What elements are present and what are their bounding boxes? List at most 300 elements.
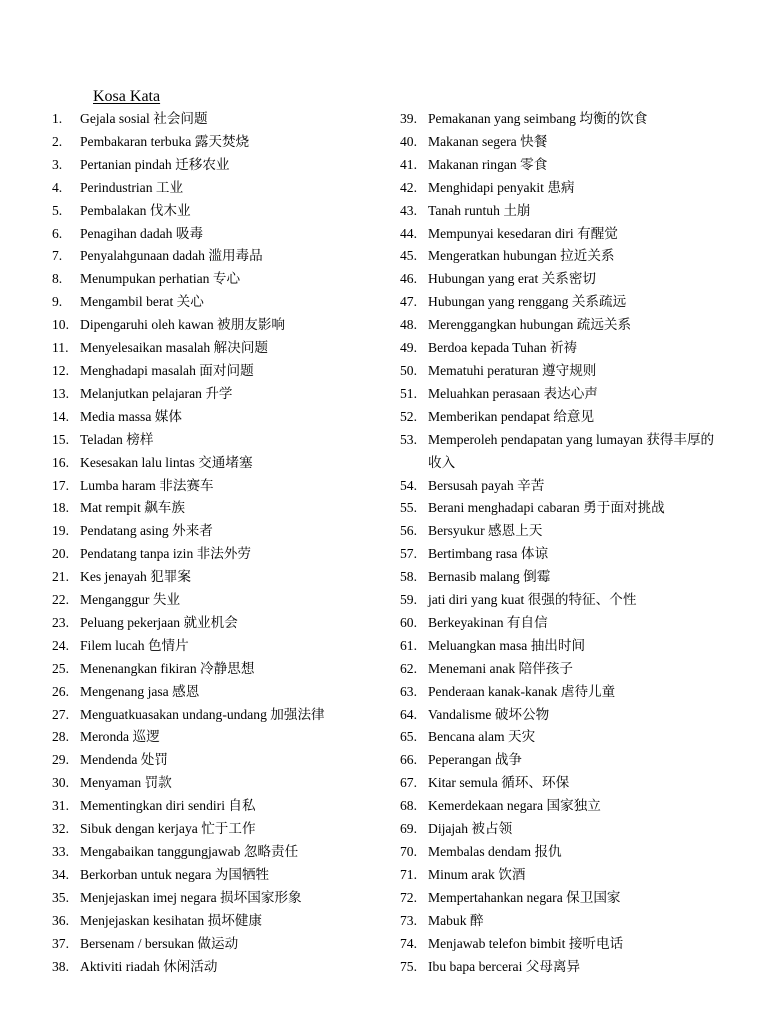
chinese-translation: 非法赛车 [159, 477, 214, 494]
chinese-translation: 表达心声 [543, 385, 598, 402]
item-text [428, 429, 724, 475]
malay-term: Membalas dendam [428, 844, 532, 859]
chinese-translation: 解决问题 [213, 340, 269, 357]
chinese-translation: 加强法律 [270, 706, 325, 723]
chinese-translation: 升学 [205, 385, 233, 402]
vocabulary-item [400, 154, 730, 177]
item-number: 56. [400, 523, 417, 539]
chinese-translation: 有自信 [506, 614, 548, 631]
item-number: 71. [400, 866, 417, 882]
vocabulary-item [400, 635, 730, 658]
item-text [80, 589, 380, 612]
malay-term: Menjawab telefon bimbit [428, 935, 566, 951]
malay-term: Menganggur [80, 592, 150, 608]
chinese-translation: 患病 [547, 179, 575, 196]
item-text [428, 749, 724, 772]
item-text [80, 933, 380, 956]
chinese-translation: 失业 [152, 592, 181, 609]
item-text [80, 268, 380, 291]
item-number: 51. [400, 385, 417, 401]
malay-term: Peluang pekerjaan [80, 614, 181, 630]
item-number: 9. [52, 294, 63, 310]
malay-term: Kesesakan lalu lintas [80, 454, 195, 470]
malay-term: Makanan ringan [428, 156, 517, 172]
item-number: 66. [400, 752, 417, 768]
item-text [428, 818, 724, 841]
malay-term: Kitar semula [428, 775, 498, 791]
chinese-translation: 交通堵塞 [198, 454, 253, 471]
vocabulary-item [52, 383, 392, 406]
vocabulary-item [52, 475, 392, 498]
item-number: 74. [400, 935, 417, 951]
item-text [80, 749, 380, 772]
malay-term: Mengeratkan hubungan [428, 248, 557, 264]
vocabulary-item [52, 520, 392, 543]
vocabulary-item [52, 589, 392, 612]
chinese-translation: 损坏国家形象 [220, 889, 302, 906]
malay-term: Melanjutkan pelajaran [80, 385, 202, 401]
item-text [428, 887, 724, 910]
item-text [428, 864, 724, 887]
item-number: 19. [52, 523, 69, 539]
item-text [80, 681, 380, 704]
item-number: 58. [400, 569, 417, 585]
chinese-translation: 罚款 [144, 775, 172, 792]
chinese-translation: 被占领 [471, 821, 513, 838]
vocabulary-item [400, 726, 730, 749]
item-text [428, 268, 724, 291]
chinese-translation: 冷静思想 [200, 660, 255, 677]
vocabulary-item [52, 612, 392, 635]
chinese-translation: 滥用毒品 [208, 248, 263, 265]
item-text [80, 841, 380, 864]
item-number: 42. [400, 179, 417, 195]
item-number: 70. [400, 844, 417, 859]
item-number: 11. [52, 340, 69, 356]
vocabulary-item [52, 749, 392, 772]
item-text [428, 360, 724, 383]
chinese-translation: 巡逻 [132, 729, 160, 746]
item-text [80, 956, 380, 979]
item-text [428, 933, 724, 956]
malay-term: Aktiviti riadah [80, 958, 160, 974]
malay-term: Mematuhi peraturan [428, 362, 539, 378]
item-number: 14. [52, 408, 69, 424]
item-text [80, 795, 380, 818]
item-text [80, 772, 380, 795]
vocabulary-item [52, 200, 392, 223]
vocabulary-item [52, 245, 392, 268]
item-number: 64. [400, 706, 417, 722]
vocabulary-item [52, 681, 392, 704]
vocabulary-item [52, 314, 392, 337]
chinese-translation: 陪伴孩子 [518, 660, 573, 677]
vocabulary-item [400, 795, 730, 818]
chinese-translation: 给意见 [553, 408, 595, 425]
item-number: 7. [52, 248, 63, 264]
item-number: 37. [52, 935, 69, 951]
malay-term: Bersenam / bersukan [80, 935, 195, 951]
malay-term: Menguatkuasakan undang-undang [80, 706, 267, 722]
chinese-translation: 很强的特征、个性 [527, 592, 637, 609]
item-text [428, 910, 724, 933]
chinese-translation: 破坏公物 [494, 706, 550, 723]
vocabulary-item [52, 337, 392, 360]
vocabulary-item [52, 864, 392, 887]
chinese-translation: 循环、环保 [501, 775, 570, 792]
item-text [428, 223, 724, 246]
chinese-translation: 虐待儿童 [560, 683, 616, 700]
item-text [80, 566, 380, 589]
vocabulary-item [52, 177, 392, 200]
malay-term: Penyalahgunaan dadah [80, 248, 205, 264]
item-number: 35. [52, 889, 69, 905]
item-number: 45. [400, 248, 417, 264]
malay-term: Berani menghadapi cabaran [428, 500, 580, 516]
item-text [428, 314, 724, 337]
vocabulary-item [52, 360, 392, 383]
page-title: Kosa Kata [93, 88, 161, 105]
malay-term: Vandalisme [428, 706, 492, 722]
item-number: 68. [400, 798, 417, 814]
vocabulary-item [400, 291, 730, 314]
item-number: 65. [400, 729, 417, 745]
malay-term: Mendenda [80, 752, 138, 768]
malay-term: Makanan segera [428, 133, 517, 149]
vocabulary-item [400, 223, 730, 246]
item-number: 72. [400, 889, 417, 905]
malay-term: Berdoa kepada Tuhan [428, 340, 547, 356]
vocabulary-list-left [52, 108, 392, 978]
vocabulary-item [52, 887, 392, 910]
item-text [80, 337, 380, 360]
item-text [80, 497, 380, 520]
malay-term: Perindustrian [80, 179, 153, 195]
vocabulary-item [52, 268, 392, 291]
vocabulary-item [400, 543, 730, 566]
item-number: 75. [400, 958, 417, 974]
item-text [428, 520, 724, 543]
vocabulary-item [52, 841, 392, 864]
item-text [80, 520, 380, 543]
chinese-translation: 被朋友影响 [217, 317, 286, 334]
item-number: 54. [400, 477, 417, 493]
malay-term: Menjejaskan imej negara [80, 889, 217, 905]
vocabulary-item [52, 933, 392, 956]
chinese-translation: 专心 [212, 271, 241, 288]
vocabulary-item [400, 818, 730, 841]
item-text [428, 795, 724, 818]
chinese-translation: 媒体 [154, 408, 182, 425]
chinese-translation: 战争 [494, 752, 523, 769]
chinese-translation: 获得丰厚的收入 [428, 431, 715, 471]
vocabulary-item [400, 956, 730, 979]
item-text [80, 818, 380, 841]
malay-term: Memberikan pendapat [428, 408, 550, 424]
chinese-translation: 迁移农业 [175, 156, 230, 173]
malay-term: Ibu bapa bercerai [428, 958, 523, 974]
malay-term: Hubungan yang renggang [428, 294, 569, 310]
item-text [80, 864, 380, 887]
vocabulary-item [52, 406, 392, 429]
chinese-translation: 倒霉 [523, 569, 551, 586]
item-text [428, 337, 724, 360]
vocabulary-item [52, 704, 392, 727]
vocabulary-item [400, 383, 730, 406]
vocabulary-item [400, 910, 730, 933]
malay-term: Lumba haram [80, 477, 156, 493]
item-number: 48. [400, 317, 417, 333]
vocabulary-item [400, 131, 730, 154]
item-number: 24. [52, 637, 69, 653]
chinese-translation: 伐木业 [149, 202, 191, 219]
item-text [428, 245, 724, 268]
chinese-translation: 工业 [155, 179, 184, 196]
chinese-translation: 抽出时间 [530, 637, 586, 654]
malay-term: Gejala sosial [80, 111, 150, 126]
item-number: 6. [52, 225, 63, 241]
item-text [428, 200, 724, 223]
malay-term: Penagihan dadah [80, 225, 173, 241]
chinese-translation: 外来者 [172, 523, 213, 540]
item-number: 36. [52, 912, 69, 928]
vocabulary-item [52, 154, 392, 177]
item-number: 4. [52, 179, 63, 195]
item-number: 60. [400, 614, 417, 630]
item-number: 32. [52, 821, 69, 837]
item-text [428, 589, 724, 612]
item-text [80, 383, 380, 406]
malay-term: Mabuk [428, 912, 467, 928]
item-number: 29. [52, 752, 69, 768]
item-text [80, 543, 380, 566]
item-number: 41. [400, 156, 417, 172]
chinese-translation: 土崩 [503, 202, 531, 219]
vocabulary-item [52, 910, 392, 933]
item-number: 69. [400, 821, 417, 837]
chinese-translation: 辛苦 [517, 477, 545, 494]
malay-term: Mempertahankan negara [428, 889, 563, 905]
chinese-translation: 吸毒 [175, 225, 204, 242]
item-text [428, 291, 724, 314]
chinese-translation: 零食 [520, 156, 548, 173]
item-number: 3. [52, 156, 63, 172]
item-text [80, 314, 380, 337]
malay-term: Memperoleh pendapatan yang lumayan [428, 431, 643, 447]
vocabulary-item [52, 131, 392, 154]
vocabulary-item [400, 429, 730, 475]
malay-term: Bertimbang rasa [428, 546, 518, 562]
item-text [428, 108, 724, 131]
vocabulary-item [400, 681, 730, 704]
item-text [428, 841, 724, 864]
vocabulary-item [400, 658, 730, 681]
malay-term: Mengenang jasa [80, 683, 169, 699]
item-text [428, 383, 724, 406]
item-text [428, 475, 724, 498]
chinese-translation: 面对问题 [199, 362, 254, 379]
chinese-translation: 快餐 [520, 133, 548, 150]
vocabulary-item [52, 956, 392, 979]
vocabulary-item [400, 108, 730, 131]
chinese-translation: 关系疏远 [571, 294, 627, 311]
vocabulary-item [400, 497, 730, 520]
item-number: 38. [52, 958, 69, 974]
malay-term: Bersyukur [428, 523, 485, 539]
item-number: 53. [400, 431, 417, 447]
malay-term: Dijajah [428, 821, 469, 837]
vocabulary-item [52, 291, 392, 314]
malay-term: Menumpukan perhatian [80, 271, 210, 287]
malay-term: Menemani anak [428, 660, 516, 676]
malay-term: Bencana alam [428, 729, 505, 745]
item-text [80, 612, 380, 635]
item-text [80, 406, 380, 429]
chinese-translation: 感恩 [172, 683, 200, 700]
vocabulary-item [400, 200, 730, 223]
item-number: 21. [52, 569, 69, 585]
item-number: 43. [400, 202, 417, 218]
chinese-translation: 处罚 [140, 752, 168, 769]
chinese-translation: 飙车族 [144, 500, 185, 517]
malay-term: Meluangkan masa [428, 637, 528, 653]
item-text [428, 177, 724, 200]
item-text [428, 566, 724, 589]
vocabulary-item [400, 864, 730, 887]
item-number: 10. [52, 317, 69, 333]
chinese-translation: 报仇 [534, 844, 562, 860]
item-number: 16. [52, 454, 69, 470]
vocabulary-item [400, 841, 730, 864]
item-text [80, 726, 380, 749]
malay-term: Menyelesaikan masalah [80, 340, 211, 356]
chinese-translation: 自私 [228, 798, 256, 815]
malay-term: Pendatang tanpa izin [80, 546, 194, 562]
chinese-translation: 遵守规则 [542, 362, 597, 379]
item-number: 15. [52, 431, 69, 447]
malay-term: Mementingkan diri sendiri [80, 798, 225, 814]
item-text [80, 452, 380, 475]
vocabulary-item [52, 818, 392, 841]
vocabulary-list-right [400, 108, 730, 978]
malay-term: Tanah runtuh [428, 202, 500, 218]
item-text [428, 497, 724, 520]
malay-term: Peperangan [428, 752, 492, 768]
malay-term: Hubungan yang erat [428, 271, 539, 287]
item-number: 49. [400, 340, 417, 356]
chinese-translation: 做运动 [197, 935, 239, 952]
vocabulary-item [400, 360, 730, 383]
item-number: 59. [400, 592, 417, 608]
item-number: 52. [400, 408, 417, 424]
item-number: 5. [52, 202, 63, 218]
vocabulary-item [400, 406, 730, 429]
item-number: 23. [52, 614, 69, 630]
item-text [428, 154, 724, 177]
malay-term: Mat rempit [80, 500, 141, 516]
chinese-translation: 体谅 [520, 546, 549, 563]
item-number: 12. [52, 362, 69, 378]
item-number: 20. [52, 546, 69, 562]
item-number: 18. [52, 500, 69, 516]
malay-term: Sibuk dengan kerjaya [80, 821, 198, 837]
item-number: 1. [52, 111, 63, 126]
vocabulary-item [52, 566, 392, 589]
chinese-translation: 感恩上天 [488, 523, 543, 540]
chinese-translation: 榜样 [126, 431, 154, 448]
vocabulary-item [52, 658, 392, 681]
malay-term: Pertanian pindah [80, 156, 172, 172]
malay-term: Merenggangkan hubungan [428, 317, 574, 333]
malay-term: Berkeyakinan [428, 614, 504, 630]
item-text [428, 635, 724, 658]
chinese-translation: 均衡的饮食 [579, 111, 648, 127]
item-number: 67. [400, 775, 417, 791]
malay-term: Menghadapi masalah [80, 362, 196, 378]
item-number: 2. [52, 133, 63, 149]
malay-term: Minum arak [428, 866, 495, 882]
malay-term: Penderaan kanak-kanak [428, 683, 558, 699]
malay-term: Meluahkan perasaan [428, 385, 541, 401]
vocabulary-item [400, 612, 730, 635]
chinese-translation: 拉近关系 [560, 248, 615, 265]
vocabulary-item [400, 887, 730, 910]
malay-term: Pembakaran terbuka [80, 133, 192, 149]
chinese-translation: 饮酒 [498, 866, 526, 883]
malay-term: Media massa [80, 408, 152, 424]
item-number: 57. [400, 546, 417, 562]
malay-term: Pembalakan [80, 202, 147, 218]
malay-term: Menghidapi penyakit [428, 179, 544, 195]
malay-term: Bersusah payah [428, 477, 514, 493]
item-text [80, 291, 380, 314]
item-number: 63. [400, 683, 417, 699]
vocabulary-item [400, 933, 730, 956]
item-text [428, 658, 724, 681]
chinese-translation: 勇于面对挑战 [583, 500, 665, 517]
item-number: 50. [400, 362, 417, 378]
malay-term: Menjejaskan kesihatan [80, 912, 205, 928]
item-number: 47. [400, 294, 417, 310]
item-text [428, 681, 724, 704]
item-number: 61. [400, 637, 417, 653]
item-number: 33. [52, 844, 69, 859]
chinese-translation: 接听电话 [568, 935, 624, 952]
malay-term: Berkorban untuk negara [80, 866, 212, 882]
vocabulary-item [400, 704, 730, 727]
vocabulary-item [52, 497, 392, 520]
item-number: 39. [400, 111, 417, 126]
chinese-translation: 犯罪案 [150, 569, 191, 586]
vocabulary-item [52, 543, 392, 566]
item-text [428, 726, 724, 749]
item-text [80, 245, 380, 268]
item-text [428, 612, 724, 635]
chinese-translation: 国家独立 [546, 798, 601, 815]
chinese-translation: 露天焚烧 [194, 133, 250, 150]
malay-term: Pendatang asing [80, 523, 169, 539]
vocabulary-item [52, 429, 392, 452]
chinese-translation: 忙于工作 [201, 821, 256, 838]
chinese-translation: 保卫国家 [566, 889, 621, 906]
vocabulary-item [52, 772, 392, 795]
item-text [80, 429, 380, 452]
vocabulary-item [400, 245, 730, 268]
item-number: 31. [52, 798, 69, 814]
chinese-translation: 色情片 [147, 637, 189, 654]
chinese-translation: 父母离异 [525, 958, 581, 975]
vocabulary-item [400, 177, 730, 200]
